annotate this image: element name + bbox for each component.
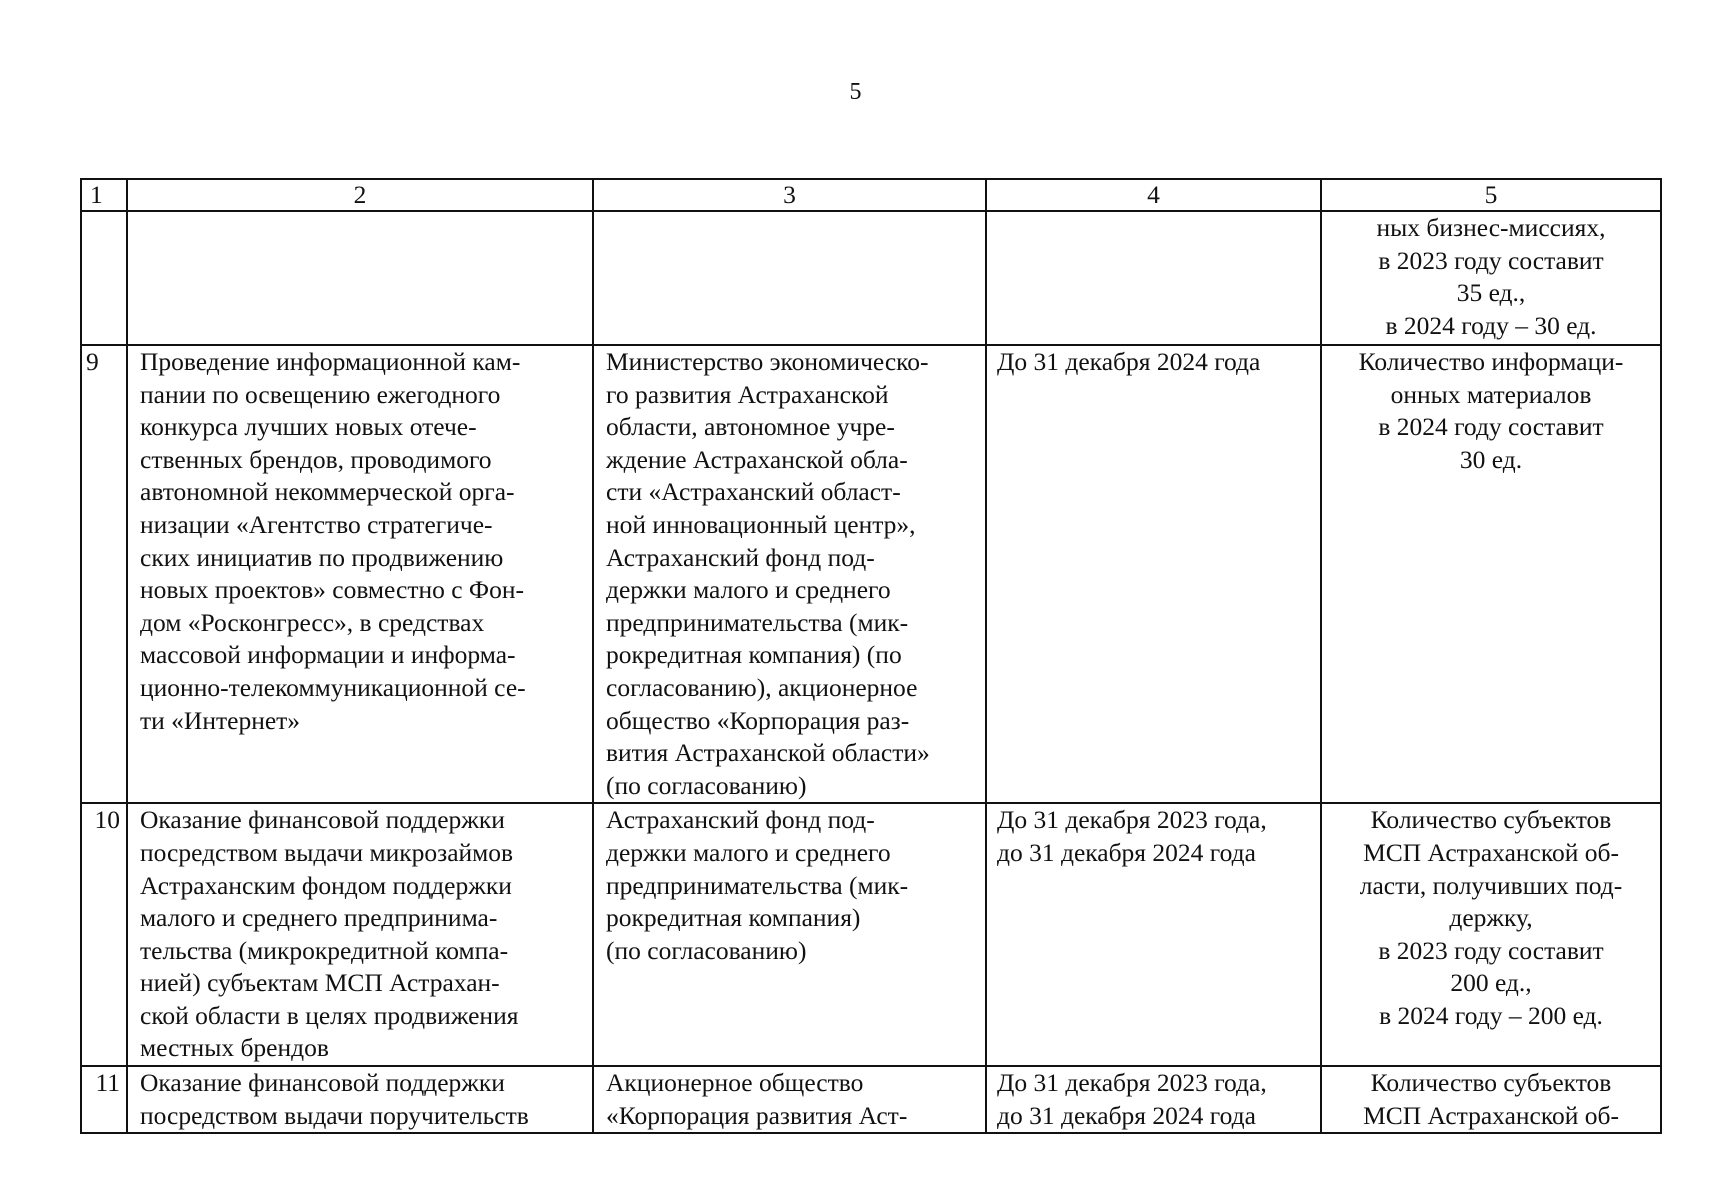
activity-cell: Проведение информационной кам- пании по освещению ежегодного конкурса лучших новых отече- ственных брендов, проводимого автономной некоммерческой орга- низации «Агентство стратегиче- ских инициатив по продвижению новых проектов» совместно с Фон- дом «Росконгресс», в средствах массовой информации и информа- ционно-телекоммуникационной се- ти «Интернет» [127, 345, 593, 803]
row-number-cell [81, 211, 127, 345]
column-number-1: 1 [81, 179, 127, 211]
table-row [81, 211, 1661, 345]
table-row [81, 1066, 1661, 1133]
row-number-cell: 9 [81, 345, 127, 803]
row-number-cell: 11 [81, 1066, 127, 1133]
indicator-cell: ных бизнес-миссиях, в 2023 году составит 35 ед., в 2024 году – 30 ед. [1321, 211, 1661, 345]
column-number-5: 5 [1321, 179, 1661, 211]
column-number-4: 4 [986, 179, 1321, 211]
activity-cell: Оказание финансовой поддержки посредством выдачи микрозаймов Астраханским фондом поддержки малого и среднего предпринима- тельства (микрокредитной компа- нией) субъектам МСП Астрахан- ской области в целях продвижения местных брендов [127, 803, 593, 1066]
deadline-cell [986, 211, 1321, 345]
executor-cell [593, 211, 986, 345]
row-number-cell: 10 [81, 803, 127, 1066]
table-header-row [81, 179, 1661, 211]
table-row [81, 345, 1661, 803]
activity-cell [127, 211, 593, 345]
indicator-cell: Количество информаци- онных материалов в 2024 году составит 30 ед. [1321, 345, 1661, 803]
deadline-cell: До 31 декабря 2024 года [986, 345, 1321, 803]
column-number-2: 2 [127, 179, 593, 211]
page-number: 5 [849, 79, 862, 105]
measures-table [80, 178, 1662, 1134]
deadline-cell: До 31 декабря 2023 года, до 31 декабря 2024 года [986, 803, 1321, 1066]
activity-cell: Оказание финансовой поддержки посредством выдачи поручительств [127, 1066, 593, 1133]
indicator-cell: Количество субъектов МСП Астраханской об- [1321, 1066, 1661, 1133]
executor-cell: Акционерное общество «Корпорация развития Аст- [593, 1066, 986, 1133]
deadline-cell: До 31 декабря 2023 года, до 31 декабря 2024 года [986, 1066, 1321, 1133]
executor-cell: Министерство экономическо- го развития Астраханской области, автономное учре- ждение Астраханской обла- сти «Астраханский област- ной инновационный центр», Астраханский фонд под- держки малого и среднего предпринимательства (мик- рокредитная компания) (по согласованию), акционерное общество «Корпорация раз- вития Астраханской области» (по согласованию) [593, 345, 986, 803]
indicator-cell: Количество субъектов МСП Астраханской об- ласти, получивших под- держку, в 2023 году составит 200 ед., в 2024 году – 200 ед. [1321, 803, 1661, 1066]
column-number-3: 3 [593, 179, 986, 211]
executor-cell: Астраханский фонд под- держки малого и среднего предпринимательства (мик- рокредитная компания) (по согласованию) [593, 803, 986, 1066]
table-row [81, 803, 1661, 1066]
